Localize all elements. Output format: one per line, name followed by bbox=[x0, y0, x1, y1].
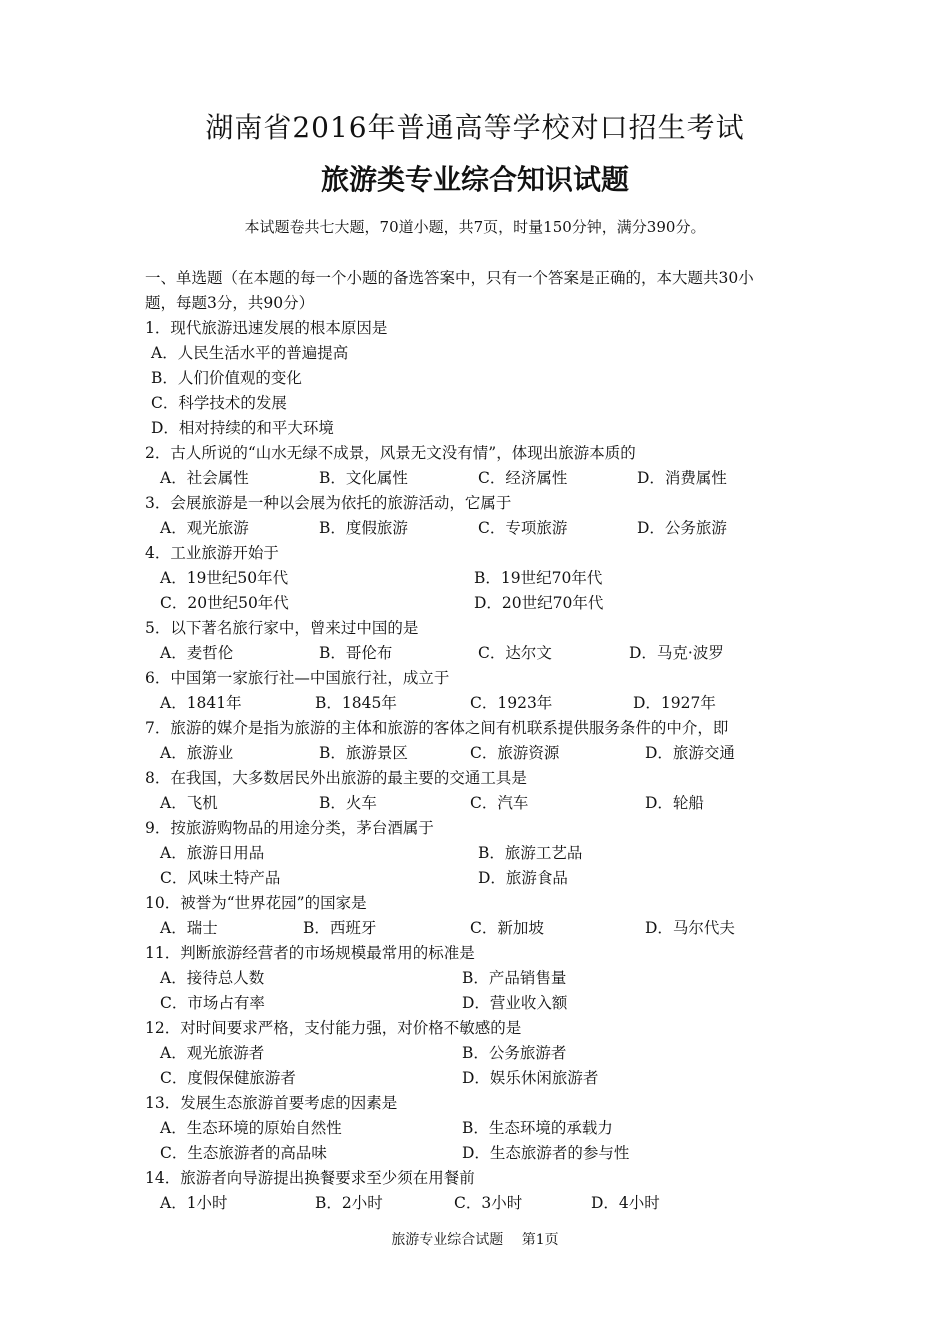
question-text: 3．会展旅游是一种以会展为依托的旅游活动，它属于 bbox=[145, 494, 512, 512]
option-a: A．旅游日用品 bbox=[160, 844, 265, 862]
exam-intro: 本试题卷共七大题，70道小题，共7页，时量150分钟，满分390分。 bbox=[244, 218, 706, 236]
option-b: B．西班牙 bbox=[303, 919, 377, 937]
option-row bbox=[145, 841, 815, 866]
question-text: 13．发展生态旅游首要考虑的因素是 bbox=[145, 1094, 398, 1112]
option-c: C．1923年 bbox=[470, 694, 553, 712]
option-d: D．消费属性 bbox=[637, 469, 727, 487]
question-text: 1．现代旅游迅速发展的根本原因是 bbox=[145, 319, 388, 337]
option-row bbox=[145, 591, 815, 616]
question-text: 8．在我国，大多数居民外出旅游的最主要的交通工具是 bbox=[145, 769, 527, 787]
option-c: C．专项旅游 bbox=[478, 519, 568, 537]
option-b: B．文化属性 bbox=[319, 469, 408, 487]
question-text: 10．被誉为“世界花园”的国家是 bbox=[145, 894, 367, 912]
question-text: 6．中国第一家旅行社—中国旅行社，成立于 bbox=[145, 669, 450, 687]
option-row bbox=[145, 691, 815, 716]
option-d: D．马尔代夫 bbox=[645, 919, 735, 937]
question-text: 7．旅游的媒介是指为旅游的主体和旅游的客体之间有机联系提供服务条件的中介，即 bbox=[145, 719, 729, 737]
option-b: B．人们价值观的变化 bbox=[151, 369, 302, 387]
option-c: C．科学技术的发展 bbox=[151, 394, 287, 412]
option-d: D．轮船 bbox=[645, 794, 704, 812]
section-heading bbox=[145, 266, 815, 316]
question-text: 5．以下著名旅行家中，曾来过中国的是 bbox=[145, 619, 419, 637]
question-text: 12．对时间要求严格，支付能力强，对价格不敏感的是 bbox=[145, 1019, 522, 1037]
question-text: 9．按旅游购物品的用途分类，茅台酒属于 bbox=[145, 819, 434, 837]
option-b: B．1845年 bbox=[315, 694, 397, 712]
option-b: B．火车 bbox=[319, 794, 377, 812]
option-a: A．飞机 bbox=[160, 794, 218, 812]
option-a: A．社会属性 bbox=[160, 469, 249, 487]
option-a: A．观光旅游者 bbox=[160, 1044, 265, 1062]
page-footer: 旅游专业综合试题 第1页 bbox=[391, 1232, 559, 1248]
option-row bbox=[145, 516, 815, 541]
option-b: B．2小时 bbox=[315, 1194, 383, 1212]
option-b: B．哥伦布 bbox=[319, 644, 393, 662]
option-d: D．1927年 bbox=[633, 694, 716, 712]
option-a: A．瑞士 bbox=[160, 919, 218, 937]
option-d: D．旅游交通 bbox=[645, 744, 735, 762]
option-row bbox=[145, 1191, 815, 1216]
option-row bbox=[145, 1041, 815, 1066]
question-section bbox=[145, 266, 815, 1216]
exam-subtitle: 旅游类专业综合知识试题 bbox=[320, 163, 629, 196]
option-d: D．公务旅游 bbox=[637, 519, 727, 537]
option-a: A．19世纪50年代 bbox=[160, 569, 289, 587]
option-row bbox=[145, 1116, 815, 1141]
option-a: A．生态环境的原始自然性 bbox=[160, 1119, 342, 1137]
option-d: D．20世纪70年代 bbox=[474, 594, 604, 612]
option-a: A．1841年 bbox=[160, 694, 242, 712]
option-b: B．度假旅游 bbox=[319, 519, 408, 537]
question-text: 4．工业旅游开始于 bbox=[145, 544, 279, 562]
option-c: C．市场占有率 bbox=[160, 994, 265, 1012]
option-row bbox=[145, 466, 815, 491]
option-c: C．20世纪50年代 bbox=[160, 594, 289, 612]
option-row bbox=[145, 791, 815, 816]
option-row bbox=[145, 641, 815, 666]
option-d: D．马克·波罗 bbox=[629, 644, 724, 662]
option-d: D．相对持续的和平大环境 bbox=[151, 419, 334, 437]
option-b: B．公务旅游者 bbox=[462, 1044, 567, 1062]
option-b: B．19世纪70年代 bbox=[474, 569, 603, 587]
option-a: A．麦哲伦 bbox=[160, 644, 234, 662]
option-a: A．观光旅游 bbox=[160, 519, 249, 537]
option-row bbox=[145, 1141, 815, 1166]
question-text: 14．旅游者向导游提出换餐要求至少须在用餐前 bbox=[145, 1169, 475, 1187]
option-c: C．风味土特产品 bbox=[160, 869, 281, 887]
option-row bbox=[145, 916, 815, 941]
option-a: A．1小时 bbox=[160, 1194, 228, 1212]
option-d: D．4小时 bbox=[591, 1194, 660, 1212]
option-d: D．营业收入额 bbox=[462, 994, 568, 1012]
option-a: A．人民生活水平的普遍提高 bbox=[151, 344, 349, 362]
exam-title: 湖南省2016年普通高等学校对口招生考试 bbox=[205, 111, 745, 144]
option-c: C．生态旅游者的高品味 bbox=[160, 1144, 327, 1162]
option-b: B．生态环境的承载力 bbox=[462, 1119, 613, 1137]
option-c: C．汽车 bbox=[470, 794, 529, 812]
option-c: C．3小时 bbox=[454, 1194, 523, 1212]
option-row bbox=[145, 566, 815, 591]
section-heading-line: 一、单选题（在本题的每一个小题的备选答案中，只有一个答案是正确的，本大题共30小 bbox=[145, 269, 754, 287]
option-b: B．旅游工艺品 bbox=[478, 844, 583, 862]
section-heading-line: 题，每题3分，共90分） bbox=[145, 294, 315, 312]
option-c: C．度假保健旅游者 bbox=[160, 1069, 296, 1087]
option-d: D．娱乐休闲旅游者 bbox=[462, 1069, 599, 1087]
option-d: D．旅游食品 bbox=[478, 869, 568, 887]
option-d: D．生态旅游者的参与性 bbox=[462, 1144, 630, 1162]
option-c: C．达尔文 bbox=[478, 644, 552, 662]
option-row bbox=[145, 991, 815, 1016]
option-c: C．新加坡 bbox=[470, 919, 544, 937]
option-b: B．旅游景区 bbox=[319, 744, 408, 762]
option-c: C．旅游资源 bbox=[470, 744, 560, 762]
option-c: C．经济属性 bbox=[478, 469, 568, 487]
option-a: A．接待总人数 bbox=[160, 969, 265, 987]
option-a: A．旅游业 bbox=[160, 744, 234, 762]
option-row bbox=[145, 1066, 815, 1091]
question-text: 11．判断旅游经营者的市场规模最常用的标准是 bbox=[145, 944, 475, 962]
option-row bbox=[145, 741, 815, 766]
option-b: B．产品销售量 bbox=[462, 969, 567, 987]
question-text: 2．古人所说的“山水无绿不成景，风景无文没有情”，体现出旅游本质的 bbox=[145, 444, 636, 462]
option-row bbox=[145, 866, 815, 891]
option-row bbox=[145, 966, 815, 991]
